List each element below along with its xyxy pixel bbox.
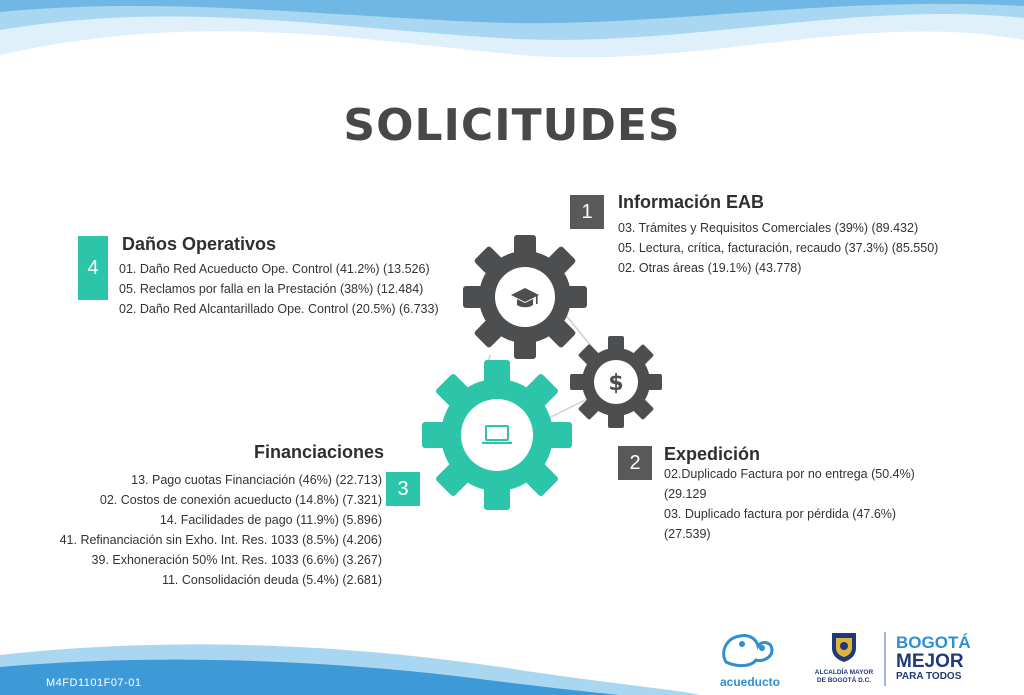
top-wave-decoration	[0, 0, 1024, 80]
gear-informacion	[463, 235, 587, 359]
list-item: 02.Duplicado Factura por no entrega (50.4%)	[664, 467, 915, 481]
list-item: 05. Reclamos por falla en la Prestación (38%) (12.484)	[119, 282, 424, 296]
bogota-line1: BOGOTÁ	[896, 633, 971, 652]
list-item: 05. Lectura, crítica, facturación, recaudo (37.3%) (85.550)	[618, 241, 939, 255]
section-4-list	[119, 259, 439, 319]
section-4-number: 4	[78, 236, 108, 300]
acueducto-logo	[712, 628, 788, 690]
document-code: M4FD1101F07-01	[46, 677, 142, 689]
list-item: 39. Exhoneración 50% Int. Res. 1033 (6.6%) (3.267)	[91, 553, 382, 567]
section-2-heading: Expedición	[664, 444, 761, 464]
section-1-number: 1	[570, 195, 604, 229]
list-item: 02. Otras áreas (19.1%) (43.778)	[618, 261, 802, 275]
list-item: 14. Facilidades de pago (11.9%) (5.896)	[159, 513, 382, 527]
list-item: 11. Consolidación deuda (5.4%) (2.681)	[161, 573, 382, 587]
alcaldia-line1: ALCALDÍA MAYOR	[814, 669, 874, 676]
section-2-number: 2	[618, 446, 652, 480]
coat-of-arms-icon	[829, 630, 859, 664]
logo-divider	[884, 632, 886, 686]
acueducto-logo-text: acueducto	[719, 675, 780, 689]
gear-expedicion	[570, 336, 662, 428]
frog-icon	[712, 628, 788, 672]
section-1-heading: Información EAB	[618, 192, 765, 212]
list-item: 02. Costos de conexión acueducto (14.8%) (7.321)	[99, 493, 382, 507]
section-3-heading: Financiaciones	[253, 442, 384, 462]
alcaldia-logo	[812, 630, 876, 690]
section-1-list	[618, 218, 938, 278]
section-2-list	[664, 464, 915, 544]
bogota-line2: MEJOR	[896, 651, 964, 672]
section-3-number: 3	[386, 472, 420, 506]
section-3-list	[30, 470, 382, 590]
list-item: 41. Refinanciación sin Exho. Int. Res. 1033 (8.5%) (4.206)	[59, 533, 382, 547]
gear-financiaciones	[422, 360, 572, 510]
list-item: 13. Pago cuotas Financiación (46%) (22.713)	[131, 473, 382, 487]
list-item: 03. Trámites y Requisitos Comerciales (39%) (89.432)	[618, 221, 919, 235]
bogota-line3: PARA TODOS	[896, 671, 962, 682]
page-title: SOLICITUDES	[343, 100, 681, 151]
list-item: (27.539)	[664, 527, 711, 541]
list-item: 01. Daño Red Acueducto Ope. Control (41.2%) (13.526)	[119, 262, 430, 276]
list-item: (29.129	[664, 487, 707, 501]
section-4-heading: Daños Operativos	[122, 234, 277, 254]
list-item: 03. Duplicado factura por pérdida (47.6%)	[664, 507, 897, 521]
alcaldia-line2: DE BOGOTÁ D.C.	[816, 677, 872, 684]
dollar-icon: $	[608, 371, 624, 396]
list-item: 02. Daño Red Alcantarillado Ope. Control (20.5%) (6.733)	[119, 302, 439, 316]
bogota-logo	[896, 634, 986, 683]
